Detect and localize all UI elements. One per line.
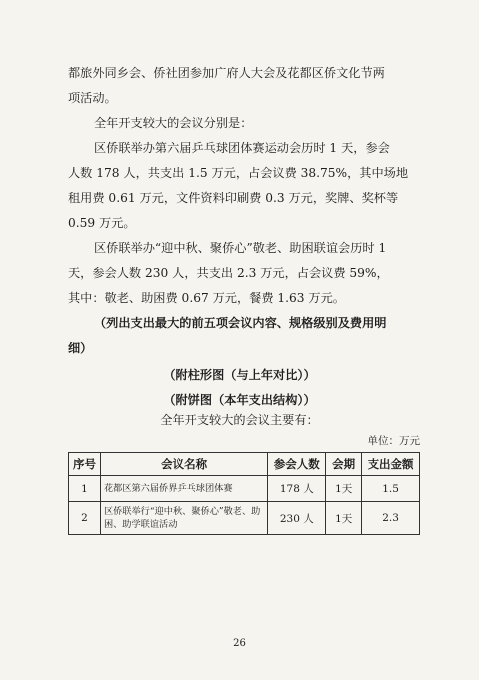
body-line: 区侨联举办第六届乒乓球团体赛运动会历时 1 天，参会 xyxy=(94,141,390,155)
body-line: 区侨联举办“迎中秋、聚侨心”敬老、助困联谊会历时 1 xyxy=(94,241,387,255)
note-line: （列出支出最大的前五项会议内容、规格级别及费用明 xyxy=(94,316,387,330)
table-title: 全年开支较大的会议主要有： xyxy=(160,413,319,427)
cell-meeting-name: 花都区第六届侨界乒乓球团体赛 xyxy=(100,476,267,502)
table-row xyxy=(69,476,420,502)
unit-label: 单位：万元 xyxy=(367,435,420,447)
body-line: 人数 178 人，共支出 1.5 万元，占会议费 38.75%，其中场地 xyxy=(68,166,409,180)
cell-duration: 1天 xyxy=(326,502,362,535)
body-line: 项活动。 xyxy=(68,91,117,105)
body-line: 0.59 万元。 xyxy=(68,216,136,230)
page-number: 26 xyxy=(233,638,246,649)
cell-attendees: 178 人 xyxy=(268,476,326,502)
body-line: 都旅外同乡会、侨社团参加广府人大会及花都区侨文化节两 xyxy=(68,66,385,80)
cell-index: 2 xyxy=(69,502,101,535)
cell-duration: 1天 xyxy=(326,476,362,502)
cell-expense: 1.5 xyxy=(362,476,420,502)
body-line: 租用费 0.61 万元，文件资料印刷费 0.3 万元，奖牌、奖杯等 xyxy=(68,191,399,205)
cell-attendees: 230 人 xyxy=(268,502,326,535)
table-header-row xyxy=(69,453,420,476)
header-expense: 支出金额 xyxy=(362,453,420,476)
attachment-bar-chart: （附柱形图（与上年对比）） xyxy=(163,368,316,382)
body-line: 天，参会人数 230 人，共支出 2.3 万元，占会议费 59%， xyxy=(68,266,389,280)
cell-expense: 2.3 xyxy=(362,502,420,535)
meeting-table xyxy=(68,452,420,535)
header-meeting-name: 会议名称 xyxy=(100,453,267,476)
cell-meeting-name: 区侨联举行“迎中秋、聚侨心”敬老、助困、助学联谊活动 xyxy=(100,502,267,535)
attachment-pie-chart: （附饼图（本年支出结构）） xyxy=(163,393,316,407)
header-attendees: 参会人数 xyxy=(268,453,326,476)
section-heading: 全年开支较大的会议分别是： xyxy=(94,116,253,130)
header-index: 序号 xyxy=(69,453,101,476)
note-line: 细） xyxy=(68,341,93,355)
table-row xyxy=(69,502,420,535)
header-duration: 会期 xyxy=(326,453,362,476)
body-line: 其中：敬老、助困费 0.67 万元，餐费 1.63 万元。 xyxy=(68,291,345,305)
cell-index: 1 xyxy=(69,476,101,502)
